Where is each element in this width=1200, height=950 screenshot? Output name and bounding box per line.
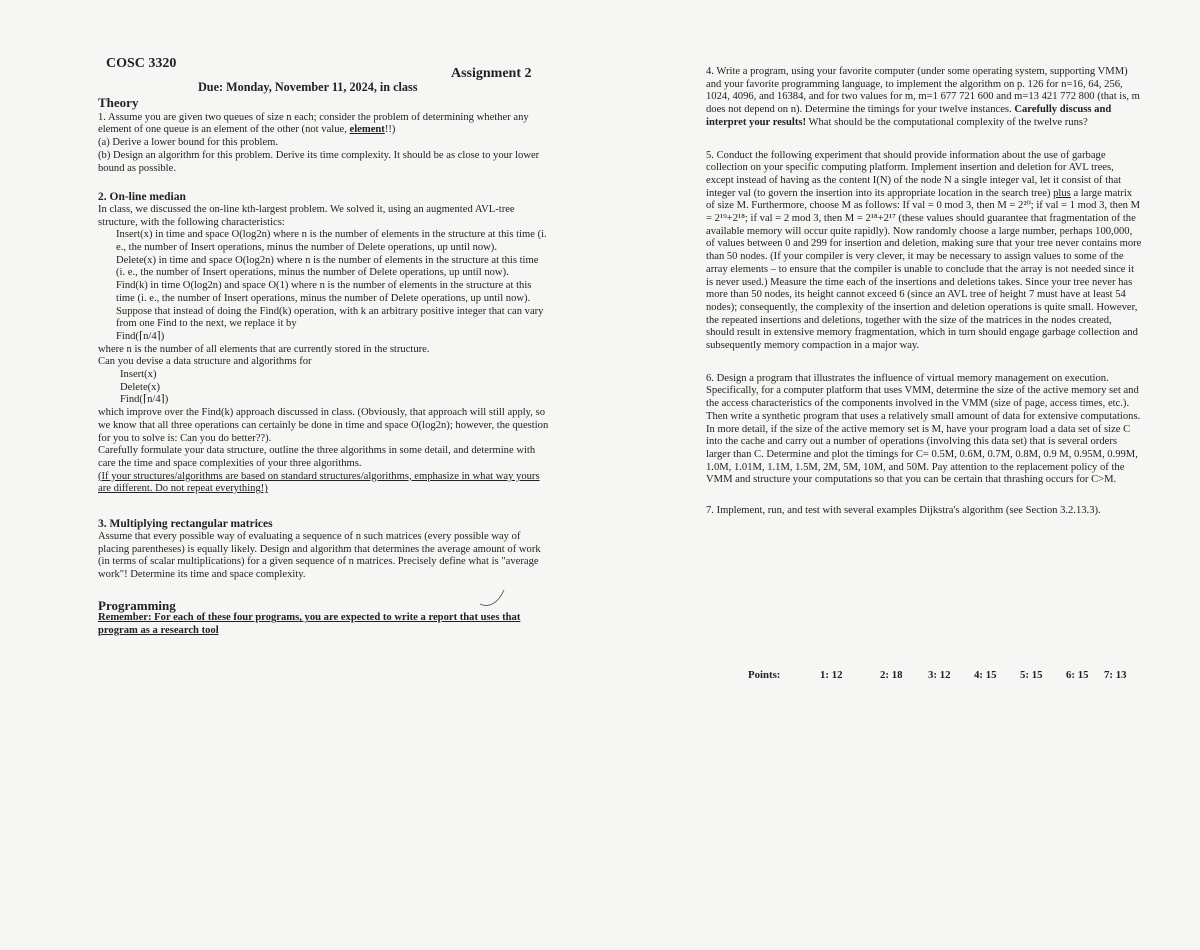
q2-op-delete: Delete(x) — [120, 381, 160, 393]
q2-op-insert: Insert(x) — [120, 369, 157, 381]
q2-intro: In class, we discussed the on-line kth-largest problem. We solved it, using an augmented AVL-tree structure, with the following characteristics: — [98, 203, 515, 228]
points-item: 4: 15 — [974, 669, 997, 681]
q3-title: 3. Multiplying rectangular matrices — [98, 518, 273, 531]
q2-where: where n is the number of all elements that are currently stored in the structure. — [98, 343, 430, 355]
q7-text: 7. Implement, run, and test with several examples Dijkstra's algorithm (see Section 3.2.13.3). — [706, 505, 1101, 517]
points-item: 2: 18 — [880, 669, 903, 681]
programming-heading: Programming — [98, 597, 176, 613]
programming-remember: Remember: For each of these four programs, you are expected to write a report that uses that program as a research tool — [98, 612, 521, 637]
right-column — [706, 66, 1142, 518]
q4-text — [706, 66, 1142, 130]
due-date: Due: Monday, November 11, 2024, in class — [198, 80, 418, 94]
q1-emph: element — [349, 124, 385, 136]
q4-emph: Carefully discuss and interpret your results! — [706, 104, 1112, 128]
left-column — [98, 97, 550, 638]
theory-heading: Theory — [98, 95, 139, 110]
q2-suppose: Suppose that instead of doing the Find(k) operation, with k an arbitrary positive integer that can vary from one Find to the next, we replace it by — [116, 305, 544, 330]
points-item: 3: 12 — [928, 669, 951, 681]
q4-tail: What should be the computational complexity of the twelve runs? — [806, 116, 1088, 128]
q6-intro: 6. Design a program that illustrates the influence of virtual memory management on execution. — [706, 372, 1109, 384]
q3-body: Assume that every possible way of evaluating a sequence of n such matrices (every possible way of placing parentheses) is equally likely. Design and algorithm that determines the average amount of work (in terms of scalar multiplications) for a given sequence of n matrices. Precisely define what is "average work"! Determine its time and space complexity. — [98, 530, 541, 580]
q1-lead: 1. Assume you are given two queues of size n each; consider the problem of determining whether any element of one queue is an element of the other (not value, — [98, 111, 529, 136]
q2-title: 2. On-line median — [98, 191, 186, 204]
q2-find-quarter: Find(⌈n/4⌉) — [116, 330, 165, 342]
q1-text — [98, 112, 550, 137]
q4-lead: 4. Write a program, using your favorite computer (under some operating system, supporting VMM) and your favorite programming language, to implement the algorithm on p. 126 for n=16, 64, 256, 1024, 4096, and 16384, and for two values for m, m=1 677 721 600 and m=13 421 772 800 (that is, m does not depend on n). Determine the timings for your twelve instances. — [706, 66, 1140, 116]
q2-devise: Can you devise a data structure and algorithms for — [98, 356, 312, 368]
course-code: COSC 3320 — [106, 56, 177, 71]
points-item: 1: 12 — [820, 669, 843, 681]
handwritten-check-mark — [478, 586, 508, 608]
q2-op-find: Find(⌈n/4⌉) — [120, 394, 169, 406]
points-label: Points: — [748, 669, 781, 681]
q5-plus: plus — [1053, 187, 1071, 199]
assignment-title: Assignment 2 — [451, 66, 532, 81]
q1-part-b: (b) Design an algorithm for this problem. Derive its time complexity. It should be as close to your lower bound as possible. — [98, 149, 540, 174]
points-item: 6: 15 — [1066, 669, 1089, 681]
q5-part2: a large matrix of size M. Furthermore, choose M as follows: If val = 0 mod 3, then M = 2²⁰; if val = 1 mod 3, then M = 2¹⁹+2¹⁸; if val = 2 mod 3, then M = 2¹⁸+2¹⁷ (these values should guarantee that fragmentation of the available memory will occur quite rapidly). Now randomly choose a large number, perhaps 100,000, of values between 0 and 299 for insertion and deletion, making sure that your tree never contains more than 50 nodes. (If your compiler is very clever, it may be necessary to assign values to some of the array elements – to ensure that the compiler is unable to conclude that the array is not needed since it is never used.) Measure the time each of the insertions and deletions takes. Since your tree never has more than 50 nodes, its height cannot exceed 6 (since an AVL tree of height 7 must have at least 54 nodes); consequently, the complexity of the insertion and deletion operations is quite small. However, the repeated insertions and deletions, together with the size of the matrices in the nodes created, should result in extensive memory fragmentation, which in turn should engage garbage collection and subsequently memory compaction in a major way. — [706, 187, 1142, 352]
points-item: 7: 13 — [1104, 669, 1127, 681]
q2-note: (If your structures/algorithms are based on standard structures/algorithms, emphasize in what way yours are different. Do not repeat everything!) — [98, 470, 540, 495]
q2-carefully: Carefully formulate your data structure, outline the three algorithms in some detail, and determine with care the time and space complexities of your three algorithms. — [98, 445, 536, 469]
points-item: 5: 15 — [1020, 669, 1043, 681]
q5-text — [706, 150, 1142, 353]
points-breakdown — [748, 669, 1127, 681]
q2-delete: Delete(x) in time and space O(log2n) where n is the number of elements in the structure at this time (i. e., the number of Insert operations, minus the number of Delete operations, up until now). — [116, 254, 539, 279]
q1-tail: !!) — [384, 124, 396, 136]
q5-part1: 5. Conduct the following experiment that should provide information about the use of garbage collection on your specific computing platform. Implement insertion and deletion for AVL trees, except instead of having as the content I(N) of the node N a single integer val, let it consist of that integer val (to govern the insertion into its appropriate location in the search tree) — [706, 149, 1122, 199]
q2-find: Find(k) in time O(log2n) and space O(1) where n is the number of elements in the structure at this time (i. e., the number of Insert operations, minus the number of Delete operations, up until now). — [116, 280, 532, 304]
q1-part-a: (a) Derive a lower bound for this problem. — [98, 137, 279, 149]
q2-improve: which improve over the Find(k) approach discussed in class. (Obviously, that approach will still apply, so we know that all three operations can certainly be done in time and space O(log2n); however, the question for you to solve is: Can you do better??). — [98, 407, 549, 444]
q6-body: Specifically, for a computer platform that uses VMM, determine the size of the active memory set and the access characteristics of the components involved in the VMM (size of page, access times, etc.). Then write a synthetic program that uses a relatively small amount of data for extensive computations. In more detail, if the size of the active memory set is M, have your program load a data set of size C into the cache and carry out a number of operations (involving this data set) that is several orders larger than C. Determine and plot the timings for C= 0.5M, 0.6M, 0.7M, 0.8M, 0.9 M, 0.95M, 0.99M, 1.0M, 1.01M, 1.1M, 1.5M, 2M, 5M, 10M, and 50M. Pay attention to the replacement policy of the VMM and structure your computations so that you can be certain that thrashing occurs for C>M. — [706, 385, 1141, 486]
q2-insert: Insert(x) in time and space O(log2n) where n is the number of elements in the structure at this time (i. e., the number of Insert operations, minus the number of Delete operations, up until now). — [116, 229, 547, 254]
